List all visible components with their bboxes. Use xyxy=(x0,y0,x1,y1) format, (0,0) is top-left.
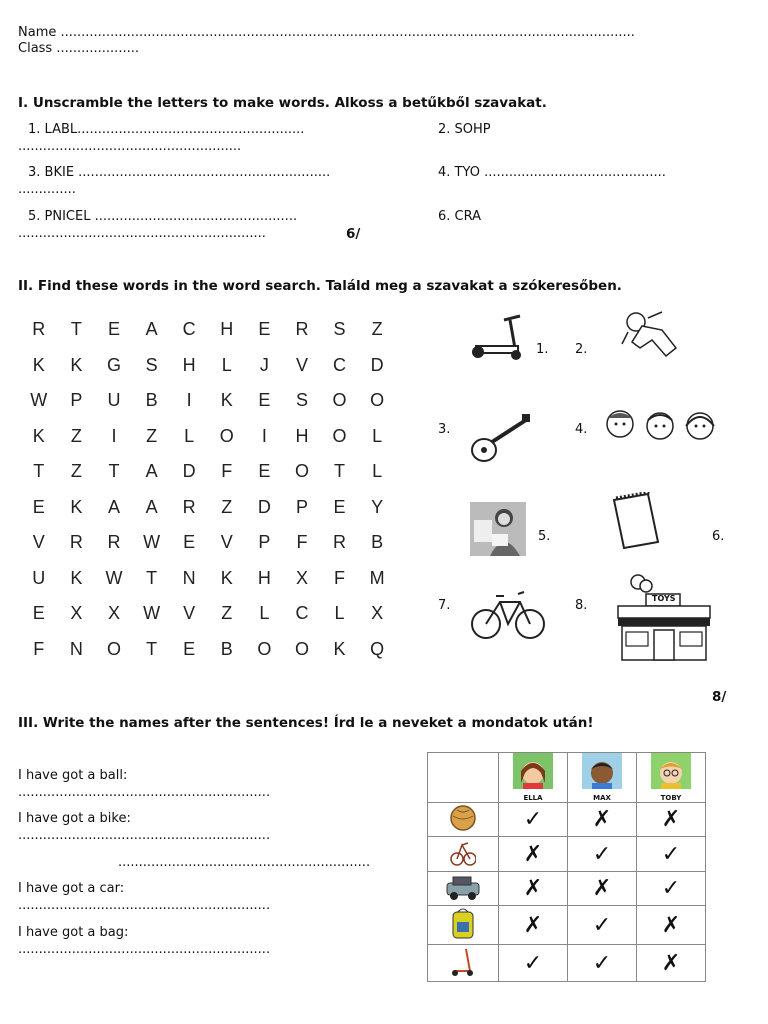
mark-car-max: ✗ xyxy=(568,872,637,906)
grid-letter[interactable]: E xyxy=(32,603,45,624)
kid-toby xyxy=(637,753,706,803)
grid-letter[interactable]: Y xyxy=(371,496,384,517)
mark-scooter-max: ✓ xyxy=(568,945,637,982)
mark-bag-ella: ✗ xyxy=(499,906,568,945)
grid-letter[interactable]: J xyxy=(259,354,269,375)
kid-max xyxy=(568,753,637,803)
grid-letter[interactable]: H xyxy=(220,319,234,340)
grid-letter[interactable]: X xyxy=(371,603,384,624)
unscramble-item-5: 5. PNICEL ................................................. xyxy=(28,209,298,224)
kid-name-toby: TOBY xyxy=(660,794,682,802)
grid-letter[interactable]: O xyxy=(332,425,347,446)
grid-letter[interactable]: K xyxy=(32,425,45,446)
mark-ball-max: ✗ xyxy=(568,803,637,837)
picture-number-4: 4. xyxy=(575,422,588,437)
grid-letter[interactable]: H xyxy=(295,425,309,446)
picture-number-3: 3. xyxy=(438,422,451,437)
unscramble-item-3: 3. BKIE ............................................................. xyxy=(28,165,331,180)
grid-letter[interactable]: W xyxy=(30,390,48,411)
grid-letter[interactable]: P xyxy=(70,390,83,411)
scooter-icon xyxy=(450,945,476,977)
grid-letter[interactable]: F xyxy=(296,532,308,553)
grid-letter[interactable]: K xyxy=(333,638,346,659)
grid-letter[interactable]: H xyxy=(257,567,271,588)
car-icon xyxy=(443,873,483,901)
answer-line-bike[interactable]: ............................................................. xyxy=(18,828,271,843)
grid-letter[interactable]: R xyxy=(69,532,83,553)
section1-heading: I. Unscramble the letters to make words. Alkoss a betűkből szavakat. xyxy=(18,95,547,111)
sentence-ball: I have got a ball: xyxy=(18,768,128,783)
grid-letter[interactable]: L xyxy=(372,425,383,446)
grid-letter[interactable]: R xyxy=(182,496,196,517)
grid-letter[interactable]: M xyxy=(369,567,385,588)
unscramble-item-6: 6. CRA xyxy=(438,209,482,224)
grid-letter[interactable]: A xyxy=(107,496,120,517)
grid-letter[interactable]: G xyxy=(106,354,121,375)
grid-letter[interactable]: O xyxy=(257,638,272,659)
grid-letter[interactable]: E xyxy=(258,461,271,482)
scooter-icon xyxy=(468,312,526,362)
grid-row xyxy=(20,525,396,561)
grid-letter[interactable]: Z xyxy=(221,496,233,517)
word-search-grid xyxy=(20,312,396,667)
class-line[interactable]: Class .................... xyxy=(18,41,139,56)
grid-letter[interactable]: S xyxy=(295,390,308,411)
picture-number-5: 5. xyxy=(538,529,551,544)
grid-letter[interactable]: Z xyxy=(70,425,82,446)
grid-letter[interactable]: P xyxy=(295,496,308,517)
picture-number-8: 8. xyxy=(575,598,588,613)
answer-line-bag[interactable]: ............................................................. xyxy=(18,942,271,957)
grid-letter[interactable]: Z xyxy=(70,461,82,482)
ella-face-icon xyxy=(513,753,553,789)
section2-heading: II. Find these words in the word search. Találd meg a szavakat a szókeresőben. xyxy=(18,278,622,294)
sentence-bag: I have got a bag: xyxy=(18,925,129,940)
grid-letter[interactable]: E xyxy=(258,390,271,411)
grid-row xyxy=(20,348,396,384)
grid-letter[interactable]: U xyxy=(107,390,121,411)
toy-shop-icon xyxy=(616,572,712,662)
answer-line-ball[interactable]: ............................................................. xyxy=(18,785,271,800)
grid-letter[interactable]: R xyxy=(107,532,121,553)
grid-letter[interactable]: K xyxy=(70,354,83,375)
grid-letter[interactable]: F xyxy=(221,461,233,482)
grid-letter[interactable]: O xyxy=(106,638,121,659)
grid-letter[interactable]: D xyxy=(370,354,384,375)
row-item-scooter xyxy=(428,945,499,982)
section3-heading: III. Write the names after the sentences! Írd le a neveket a mondatok után! xyxy=(18,715,594,731)
picture-number-2: 2. xyxy=(575,342,588,357)
grid-row xyxy=(20,596,396,632)
kid-name-max: MAX xyxy=(593,794,611,802)
picture-number-7: 7. xyxy=(438,598,451,613)
grid-letter[interactable]: Q xyxy=(370,638,385,659)
grid-letter[interactable]: H xyxy=(182,354,196,375)
grid-letter[interactable]: T xyxy=(146,638,158,659)
grid-letter[interactable]: P xyxy=(258,532,271,553)
grid-row xyxy=(20,454,396,490)
grid-letter[interactable]: W xyxy=(143,603,161,624)
mark-bike-toby: ✓ xyxy=(637,837,706,872)
mark-car-toby: ✓ xyxy=(637,872,706,906)
unscramble-item-5-answer[interactable]: ............................................................ xyxy=(18,226,266,241)
grid-letter[interactable]: E xyxy=(333,496,346,517)
grid-letter[interactable]: T xyxy=(108,461,120,482)
grid-letter[interactable]: D xyxy=(257,496,271,517)
row-item-car xyxy=(428,872,499,906)
grid-letter[interactable]: O xyxy=(332,390,347,411)
mark-bag-toby: ✗ xyxy=(637,906,706,945)
grid-letter[interactable]: O xyxy=(219,425,234,446)
mark-bag-max: ✓ xyxy=(568,906,637,945)
grid-letter[interactable]: S xyxy=(145,354,158,375)
bike-icon xyxy=(470,584,548,642)
grid-letter[interactable]: W xyxy=(143,532,161,553)
grid-letter[interactable]: I xyxy=(111,425,117,446)
notebook-icon xyxy=(610,492,662,550)
grid-letter[interactable]: Z xyxy=(371,319,383,340)
grid-letter[interactable]: O xyxy=(294,638,309,659)
grid-letter[interactable]: Z xyxy=(146,425,158,446)
grid-letter[interactable]: S xyxy=(333,319,346,340)
grid-letter[interactable]: C xyxy=(333,354,347,375)
grid-letter[interactable]: I xyxy=(261,425,267,446)
grid-letter[interactable]: R xyxy=(32,319,46,340)
grid-letter[interactable]: O xyxy=(370,390,385,411)
grid-letter[interactable]: C xyxy=(182,319,196,340)
grid-row xyxy=(20,632,396,668)
mark-scooter-toby: ✗ xyxy=(637,945,706,982)
grid-letter[interactable]: F xyxy=(33,638,45,659)
grid-letter[interactable]: X xyxy=(70,603,83,624)
grid-letter[interactable]: N xyxy=(182,567,196,588)
grid-letter[interactable]: L xyxy=(184,425,195,446)
answer-line-car[interactable]: ............................................................. xyxy=(18,898,271,913)
possessions-table xyxy=(427,752,706,982)
grid-letter[interactable]: R xyxy=(295,319,309,340)
grid-letter[interactable]: B xyxy=(371,532,384,553)
row-item-bike xyxy=(428,837,499,872)
table-corner xyxy=(428,753,499,803)
grid-letter[interactable]: A xyxy=(145,461,158,482)
name-line[interactable]: Name ........................................................................................................................................... xyxy=(18,25,635,40)
toys-sign: TOYS xyxy=(652,594,676,603)
grid-letter[interactable]: F xyxy=(334,567,346,588)
grid-letter[interactable]: E xyxy=(183,532,196,553)
grid-letter[interactable]: A xyxy=(145,496,158,517)
row-item-bag xyxy=(428,906,499,945)
grid-letter[interactable]: D xyxy=(182,461,196,482)
grid-letter[interactable]: T xyxy=(70,319,82,340)
bike-icon xyxy=(450,837,476,867)
grid-row xyxy=(20,490,396,526)
mark-bike-max: ✓ xyxy=(568,837,637,872)
picture-number-6: 6. xyxy=(712,529,725,544)
grid-letter[interactable]: V xyxy=(183,603,196,624)
grid-letter[interactable]: L xyxy=(334,603,345,624)
grid-row xyxy=(20,561,396,597)
grid-letter[interactable]: Z xyxy=(221,603,233,624)
mark-scooter-ella: ✓ xyxy=(499,945,568,982)
grid-letter[interactable]: C xyxy=(295,603,309,624)
mark-bike-ella: ✗ xyxy=(499,837,568,872)
grid-row xyxy=(20,312,396,348)
grid-letter[interactable]: K xyxy=(220,390,233,411)
unscramble-item-4-answer[interactable]: .............. xyxy=(18,182,76,197)
grid-letter[interactable]: K xyxy=(32,354,45,375)
teacher-photo xyxy=(470,502,526,556)
grid-letter[interactable]: K xyxy=(70,567,83,588)
mark-ball-ella: ✓ xyxy=(499,803,568,837)
section2-score: 8/ xyxy=(712,689,727,705)
grid-row xyxy=(20,419,396,455)
grid-letter[interactable]: L xyxy=(259,603,270,624)
grid-letter[interactable]: B xyxy=(145,390,158,411)
picture-number-1: 1. xyxy=(536,342,549,357)
unscramble-item-1-answer[interactable]: ...................................................... xyxy=(18,139,242,154)
sentence-bike: I have got a bike: xyxy=(18,811,131,826)
row-item-ball xyxy=(428,803,499,837)
children-icon xyxy=(600,408,726,444)
grid-letter[interactable]: E xyxy=(258,319,271,340)
section1-score: 6/ xyxy=(346,226,361,242)
kid-ella xyxy=(499,753,568,803)
sentence-car: I have got a car: xyxy=(18,881,125,896)
grid-letter[interactable]: V xyxy=(295,354,308,375)
unscramble-item-2: 2. SOHP xyxy=(438,122,491,137)
bag-icon xyxy=(448,906,478,940)
grid-letter[interactable]: O xyxy=(294,461,309,482)
grid-letter[interactable]: N xyxy=(69,638,83,659)
unscramble-item-1: 1. LABL....................................................... xyxy=(28,122,305,137)
ball-icon xyxy=(449,804,477,832)
mark-car-ella: ✗ xyxy=(499,872,568,906)
grid-letter[interactable]: K xyxy=(220,567,233,588)
max-face-icon xyxy=(582,753,622,789)
mark-ball-toby: ✗ xyxy=(637,803,706,837)
grid-letter[interactable]: K xyxy=(70,496,83,517)
doll-icon xyxy=(618,308,684,362)
guitar-icon xyxy=(468,412,534,468)
grid-letter[interactable]: E xyxy=(107,319,120,340)
grid-letter[interactable]: T xyxy=(334,461,346,482)
grid-letter[interactable]: B xyxy=(220,638,233,659)
grid-letter[interactable]: V xyxy=(220,532,233,553)
grid-letter[interactable]: X xyxy=(107,603,120,624)
grid-letter[interactable]: T xyxy=(33,461,45,482)
grid-letter[interactable]: T xyxy=(146,567,158,588)
grid-letter[interactable]: L xyxy=(221,354,232,375)
grid-letter[interactable]: U xyxy=(32,567,46,588)
grid-letter[interactable]: I xyxy=(186,390,192,411)
answer-line-extra[interactable]: ............................................................. xyxy=(118,855,371,870)
grid-letter[interactable]: W xyxy=(105,567,123,588)
toby-face-icon xyxy=(651,753,691,789)
grid-letter[interactable]: V xyxy=(32,532,45,553)
grid-letter[interactable]: E xyxy=(183,638,196,659)
kid-name-ella: ELLA xyxy=(523,794,543,802)
grid-letter[interactable]: R xyxy=(333,532,347,553)
grid-letter[interactable]: A xyxy=(145,319,158,340)
unscramble-item-4: 4. TYO ............................................ xyxy=(438,165,666,180)
grid-letter[interactable]: X xyxy=(295,567,308,588)
grid-letter[interactable]: E xyxy=(32,496,45,517)
grid-row xyxy=(20,383,396,419)
grid-letter[interactable]: L xyxy=(372,461,383,482)
